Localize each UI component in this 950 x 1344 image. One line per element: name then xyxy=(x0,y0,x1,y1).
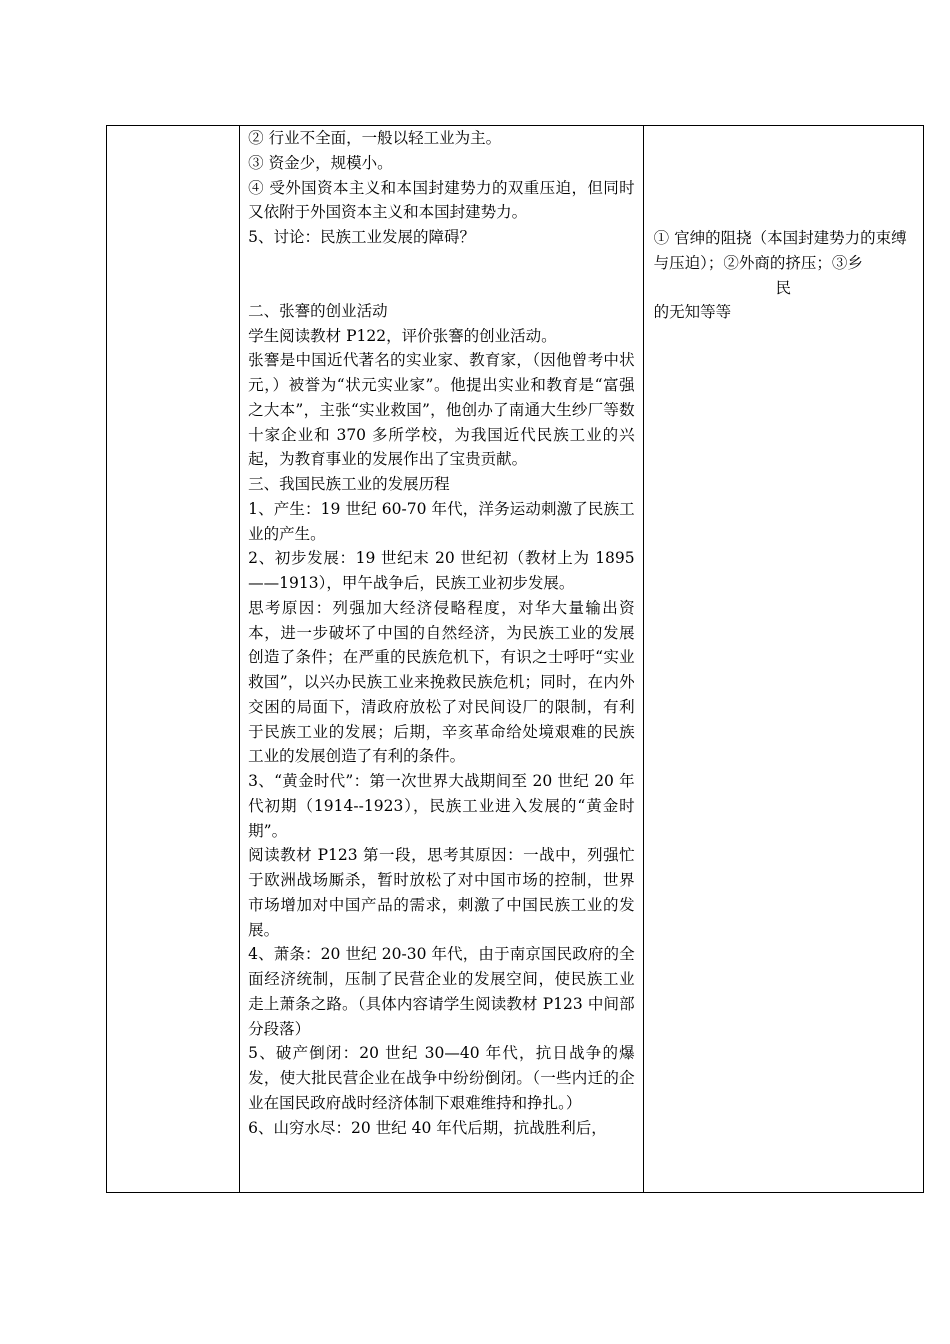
paragraph: 思考原因：列强加大经济侵略程度，对华大量输出资本，进一步破坏了中国的自然经济，为民族工业的发展创造了条件；在严重的民族危机下，有识之士呼吁“实业救国”，以兴办民族工业来挽救民族危机；同时，在内外交困的局面下，清政府放松了对民间设厂的限制，有利于民族工业的发展；后期，辛亥革命给处境艰难的民族工业的发展创造了有利的条件。 xyxy=(248,598,635,766)
paragraph: 6、山穷水尽：20 世纪 40 年代后期，抗战胜利后， xyxy=(248,1118,607,1137)
answer-line: ① 官绅的阻挠（本国封建势力的束缚与压迫）；②外商的挤压；③乡 xyxy=(653,229,907,272)
answer-text xyxy=(644,126,923,325)
answer-column-cell xyxy=(643,126,923,1193)
paragraph: 3、“黄金时代”：第一次世界大战期间至 20 世纪 20 年代初期（1914--1923），民族工业进入发展的“黄金时期”。 xyxy=(248,772,635,840)
section-heading: 二、张謇的创业活动 xyxy=(248,301,388,320)
paragraph: 张謇是中国近代著名的实业家、教育家，（因他曾考中状元，）被誉为“状元实业家”。他提出实业和教育是“富强之大本”，主张“实业救国”，他创办了南通大生纱厂等数十家企业和 370 多所学校，为我国近代民族工业的兴起，为教育事业的发展作出了宝贵贡献。 xyxy=(248,351,635,469)
left-column-cell xyxy=(107,126,240,1193)
content-text xyxy=(240,126,642,1140)
table-row xyxy=(107,126,924,1193)
lesson-table xyxy=(106,125,924,1193)
paragraph: ③ 资金少，规模小。 xyxy=(248,153,393,172)
paragraph: 学生阅读教材 P122，评价张謇的创业活动。 xyxy=(248,326,557,345)
paragraph: 2、初步发展：19 世纪末 20 世纪初（教材上为 1895——1913），甲午战争后，民族工业初步发展。 xyxy=(248,549,635,592)
answer-line: 的无知等等 xyxy=(653,303,732,322)
paragraph: 5、破产倒闭：20 世纪 30—40 年代，抗日战争的爆发，使大批民营企业在战争中纷纷倒闭。（一些内迁的企业在国民政府战时经济体制下艰难维持和挣扎。） xyxy=(248,1044,635,1112)
paragraph: 阅读教材 P123 第一段，思考其原因：一战中，列强忙于欧洲战场厮杀，暂时放松了对中国市场的控制，世界市场增加对中国产品的需求，刺激了中国民族工业的发展。 xyxy=(248,846,635,939)
paragraph: 4、萧条：20 世纪 20-30 年代，由于南京国民政府的全面经济统制，压制了民营企业的发展空间，使民族工业走上萧条之路。（具体内容请学生阅读教材 P123 中间部分段落） xyxy=(248,945,635,1038)
section-heading: 三、我国民族工业的发展历程 xyxy=(248,475,450,493)
paragraph: ② 行业不全面，一般以轻工业为主。 xyxy=(248,129,502,147)
content-column-cell xyxy=(240,126,643,1193)
paragraph: ④ 受外国资本主义和本国封建势力的双重压迫，但同时又依附于外国资本主义和本国封建势力。 xyxy=(248,178,635,222)
paragraph: 1、产生：19 世纪 60-70 年代，洋务运动刺激了民族工业的产生。 xyxy=(248,499,635,543)
spacer xyxy=(248,250,634,299)
answer-line: 民 xyxy=(775,278,792,297)
discussion-question: 5、讨论：民族工业发展的障碍？ xyxy=(248,228,476,246)
